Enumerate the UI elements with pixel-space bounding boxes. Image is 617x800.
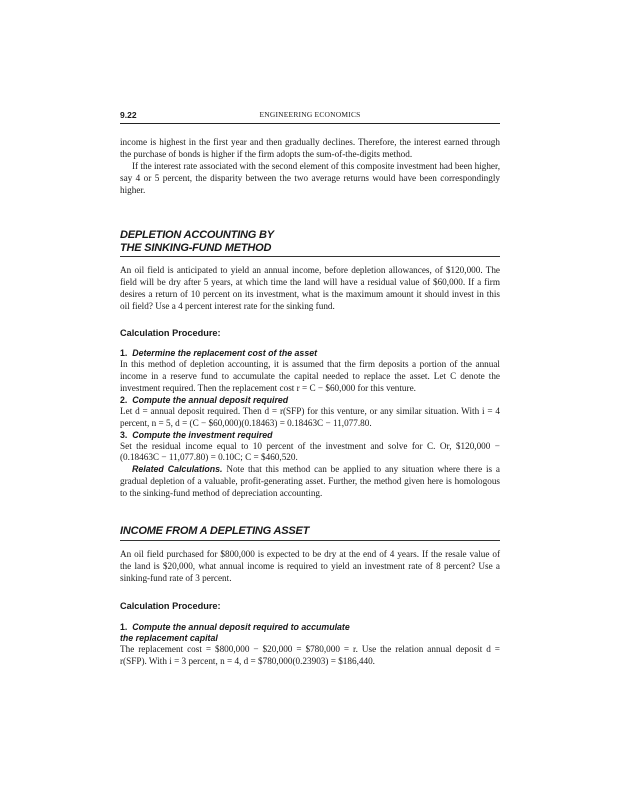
step-3-text: Set the residual income equal to 10 percent of the investment and solve for C. Or, $120,000 − (0.18463C − 11,077.80) = 0.10C; C = $460,520.	[120, 440, 500, 463]
depletion-steps	[120, 348, 500, 500]
income-step-1-title-line-2: the replacement capital	[120, 633, 218, 643]
intro-paragraph-1: income is highest in the first year and then gradually declines. Therefore, the interest earned through the purchase of bonds is higher if the firm adopts the sum-of-the-digits method.	[120, 137, 500, 159]
step-2-title: Compute the annual deposit required	[132, 394, 289, 405]
calc-heading-block-2	[120, 601, 500, 611]
section-title-line-2: THE SINKING-FUND METHOD	[120, 241, 272, 254]
section-heading-income	[120, 525, 500, 541]
related-calculations	[120, 464, 500, 500]
calculation-heading: Calculation Procedure:	[120, 328, 221, 338]
step-1-text: In this method of depletion accounting, it is assumed that the firm deposits a portion of the annual income in a reserve fund to accumulate the capital needed to replace the asset. Let C denote the investment required. Then the replacement cost r = C − $60,000 for this venture.	[120, 359, 500, 393]
step-1-title: Determine the replacement cost of the asset	[132, 348, 318, 358]
step-1-number: 1.	[120, 348, 128, 358]
step-3-title: Compute the investment required	[132, 429, 273, 440]
depletion-problem	[120, 265, 500, 313]
income-steps	[120, 622, 500, 668]
related-calculations-label: Related Calculations.	[132, 464, 223, 475]
section-heading-depletion	[120, 229, 500, 257]
income-step-1-title-line-1: Compute the annual deposit required to accumulate	[132, 622, 350, 632]
calc-heading-block	[120, 328, 500, 338]
step-2-heading	[120, 395, 500, 406]
step-2-text: Let d = annual deposit required. Then d = r(SFP) for this venture, or any similar situation. With i = 4 percent, n = 5, d = (C − $60,000)(0.18463) = 0.18463C − 11,077.80.	[120, 405, 500, 428]
section-title-depletion	[120, 229, 500, 257]
problem-statement: An oil field is anticipated to yield an annual income, before depletion allowances, of $120,000. The field will be dry after 5 years, at which time the land will have a residual value of $60,000. If a firm desires a return of 10 percent on its investment, what is the maximum amount it should invest in this oil field? Use a 4 percent interest rate for the sinking fund.	[120, 265, 500, 311]
running-title: ENGINEERING ECONOMICS	[259, 110, 361, 119]
income-problem-statement: An oil field purchased for $800,000 is expected to be dry at the end of 4 years. If the resale value of the land is $20,000, what annual income is required to yield an investment rate of 8 percent? Use a sinking-fund rate of 3 percent.	[120, 549, 500, 583]
step-3-number: 3.	[120, 429, 128, 440]
step-2-number: 2.	[120, 394, 128, 405]
page-number: 9.22	[120, 110, 137, 120]
section-title-income: INCOME FROM A DEPLETING ASSET	[120, 525, 500, 541]
step-3-heading	[120, 430, 500, 441]
related-calculations-text: Note that this method can be applied to any situation where there is a gradual depletion of a valuable, profit-generating asset. Further, the method given here is homologous to the sinking-fund method of depreciation accounting.	[120, 464, 500, 499]
income-problem	[120, 549, 500, 585]
income-step-1-heading	[120, 622, 500, 644]
income-step-1-text: The replacement cost = $800,000 − $20,000 = $780,000 = r. Use the relation annual deposit d = r(SFP). With i = 3 percent, n = 4, d = $780,000(0.23903) = $186,440.	[120, 644, 500, 666]
income-step-1-number: 1.	[120, 622, 128, 632]
page-header	[120, 110, 500, 124]
intro-text	[120, 137, 500, 197]
calculation-heading-2: Calculation Procedure:	[120, 601, 221, 611]
step-1-heading	[120, 348, 500, 359]
section-title-line-1: DEPLETION ACCOUNTING BY	[120, 229, 274, 241]
intro-paragraph-2: If the interest rate associated with the second element of this composite investment had been higher, say 4 or 5 percent, the disparity between the two average returns would have been correspondingly higher.	[120, 160, 500, 195]
